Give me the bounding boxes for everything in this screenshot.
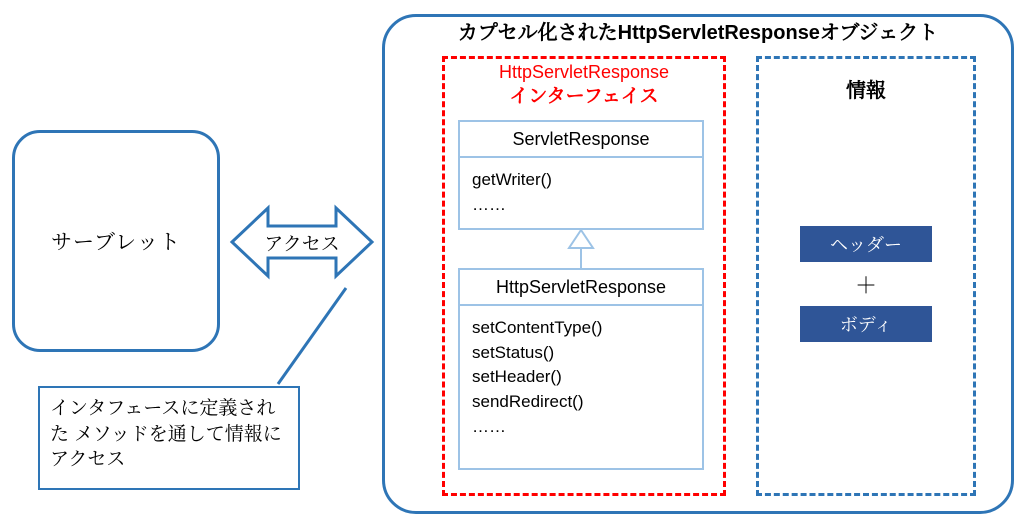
interface-title-line2: インターフェイス — [509, 86, 659, 108]
uml-method: setStatus() — [472, 342, 555, 362]
interface-title-line1: HttpServletResponse — [498, 62, 670, 82]
uml-class-servletresponse — [458, 120, 704, 230]
uml-class-name: HttpServletResponse — [460, 270, 702, 306]
access-arrow-label: アクセス — [264, 233, 340, 255]
uml-class-name: ServletResponse — [460, 122, 702, 158]
body-chip: ボディ — [800, 306, 932, 342]
uml-method: setContentType() — [472, 318, 603, 337]
hollow-triangle-inheritance-icon — [556, 228, 606, 272]
uml-method: getWriter() — [472, 170, 552, 189]
uml-class-members — [460, 306, 702, 443]
uml-class-httpservletresponse — [458, 268, 704, 470]
uml-method: setHeader() — [472, 367, 562, 387]
note-text: インタフェースに定義された メソッドを通して情報にアクセス — [50, 398, 282, 471]
servlet-box — [12, 130, 220, 352]
inheritance-arrow — [556, 228, 606, 272]
uml-method: sendRedirect() — [472, 391, 584, 411]
header-chip: ヘッダー — [800, 226, 932, 262]
double-headed-arrow-icon — [228, 196, 376, 288]
uml-method: …… — [472, 194, 506, 214]
interface-group-title — [442, 60, 726, 110]
access-arrow — [228, 196, 376, 288]
capsule-title: カプセル化されたHttpServletResponseオブジェクト — [457, 22, 939, 44]
info-group-title: 情報 — [846, 80, 886, 102]
note-box — [38, 386, 300, 490]
plus-separator: ＋ — [854, 272, 877, 298]
note-leader-line — [268, 284, 354, 394]
servlet-label: サーブレット — [51, 231, 181, 254]
uml-class-members — [460, 158, 702, 221]
uml-method: …… — [472, 416, 506, 436]
